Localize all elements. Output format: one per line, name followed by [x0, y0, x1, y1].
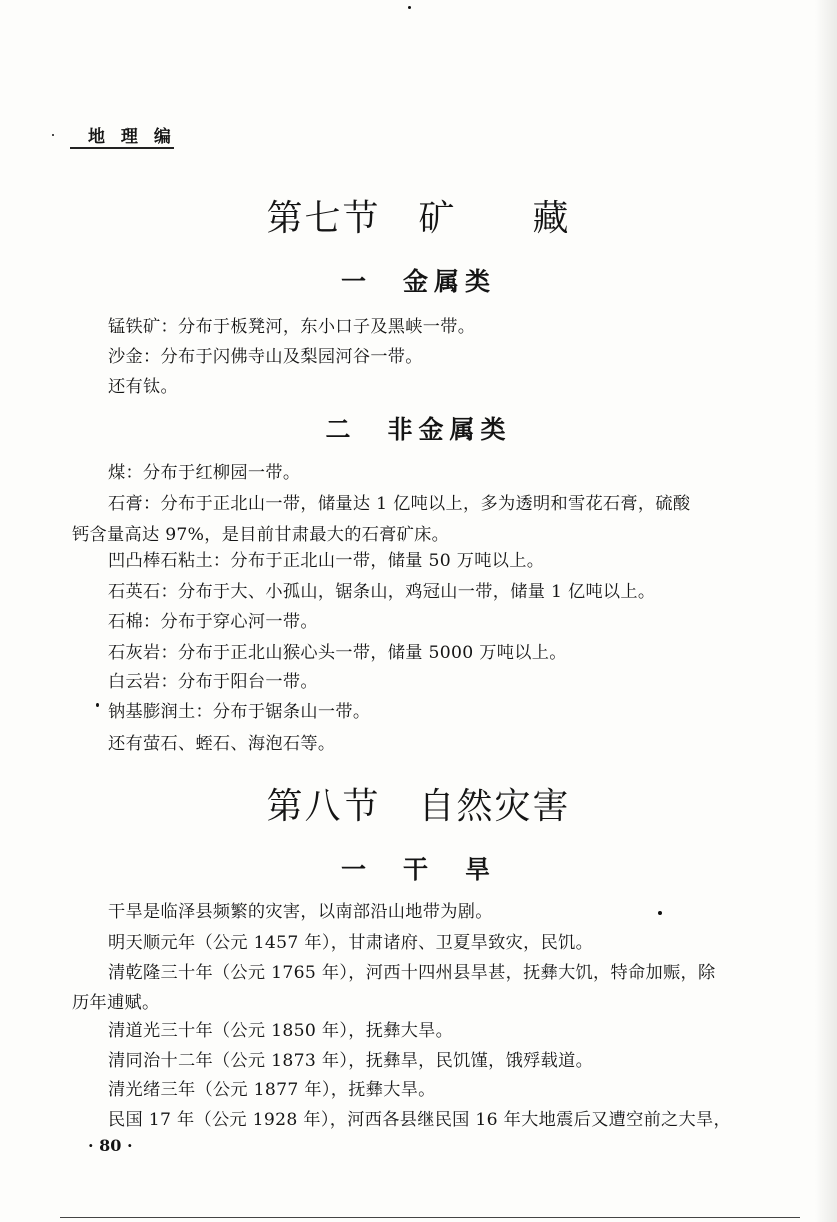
subsection-nonmetals-title: 二 非金属类 — [325, 415, 512, 444]
text-line: 清光绪三年（公元 1877 年），抚彝大旱。 — [108, 1080, 436, 1100]
running-header: 地 理 编 — [88, 127, 176, 147]
text-line: 钙含量高达 97%，是目前甘肃最大的石膏矿床。 — [72, 525, 450, 545]
text-line: 还有萤石、蛭石、海泡石等。 — [108, 734, 336, 754]
text-line: 煤：分布于红柳园一带。 — [108, 463, 301, 483]
text-line: 沙金：分布于闪佛寺山及梨园河谷一带。 — [108, 347, 423, 367]
bottom-rule — [60, 1217, 800, 1218]
text-line: 明天顺元年（公元 1457 年），甘肃诸府、卫夏旱致灾，民饥。 — [108, 933, 594, 953]
text-line: 清道光三十年（公元 1850 年），抚彝大旱。 — [108, 1021, 454, 1041]
text-line: 石膏：分布于正北山一带，储量达 1 亿吨以上，多为透明和雪花石膏，硫酸 — [108, 494, 691, 514]
subsection-metals-title: 一 金属类 — [340, 267, 496, 296]
text-line: 锰铁矿：分布于板凳河，东小口子及黑峡一带。 — [108, 317, 476, 337]
header-underline — [70, 147, 174, 149]
scan-edge-shadow — [815, 0, 837, 1222]
scan-speck — [658, 911, 662, 915]
text-line: 清乾隆三十年（公元 1765 年），河西十四州县旱甚，抚彝大饥，特命加赈，除 — [108, 963, 716, 983]
text-line: 石灰岩：分布于正北山猴心头一带，储量 5000 万吨以上。 — [108, 643, 567, 663]
scan-speck — [52, 134, 54, 136]
text-line: 白云岩：分布于阳台一带。 — [108, 672, 318, 692]
text-line: 石英石：分布于大、小孤山，锯条山，鸡冠山一带，储量 1 亿吨以上。 — [108, 582, 656, 602]
subsection-drought-title: 一 干 旱 — [340, 855, 496, 884]
text-line: 石棉：分布于穿心河一带。 — [108, 612, 318, 632]
text-line: 还有钛。 — [108, 377, 178, 397]
text-line: 民国 17 年（公元 1928 年），河西各县继民国 16 年大地震后又遭空前之大旱， — [108, 1110, 732, 1130]
text-line: 凹凸棒石粘土：分布于正北山一带，储量 50 万吨以上。 — [108, 551, 545, 571]
text-line: 干旱是临泽县频繁的灾害，以南部沿山地带为剧。 — [108, 902, 493, 922]
text-line: 历年逋赋。 — [72, 993, 160, 1013]
scan-speck — [408, 6, 411, 9]
section-8-title: 第八节 自然灾害 — [266, 786, 571, 827]
text-line: 钠基膨润土：分布于锯条山一带。 — [108, 702, 371, 722]
page-number: · 80 · — [88, 1136, 133, 1155]
scan-speck — [96, 703, 99, 707]
section-7-title: 第七节 矿 藏 — [266, 198, 571, 239]
text-line: 清同治十二年（公元 1873 年），抚彝旱，民饥馑，饿殍载道。 — [108, 1051, 594, 1071]
